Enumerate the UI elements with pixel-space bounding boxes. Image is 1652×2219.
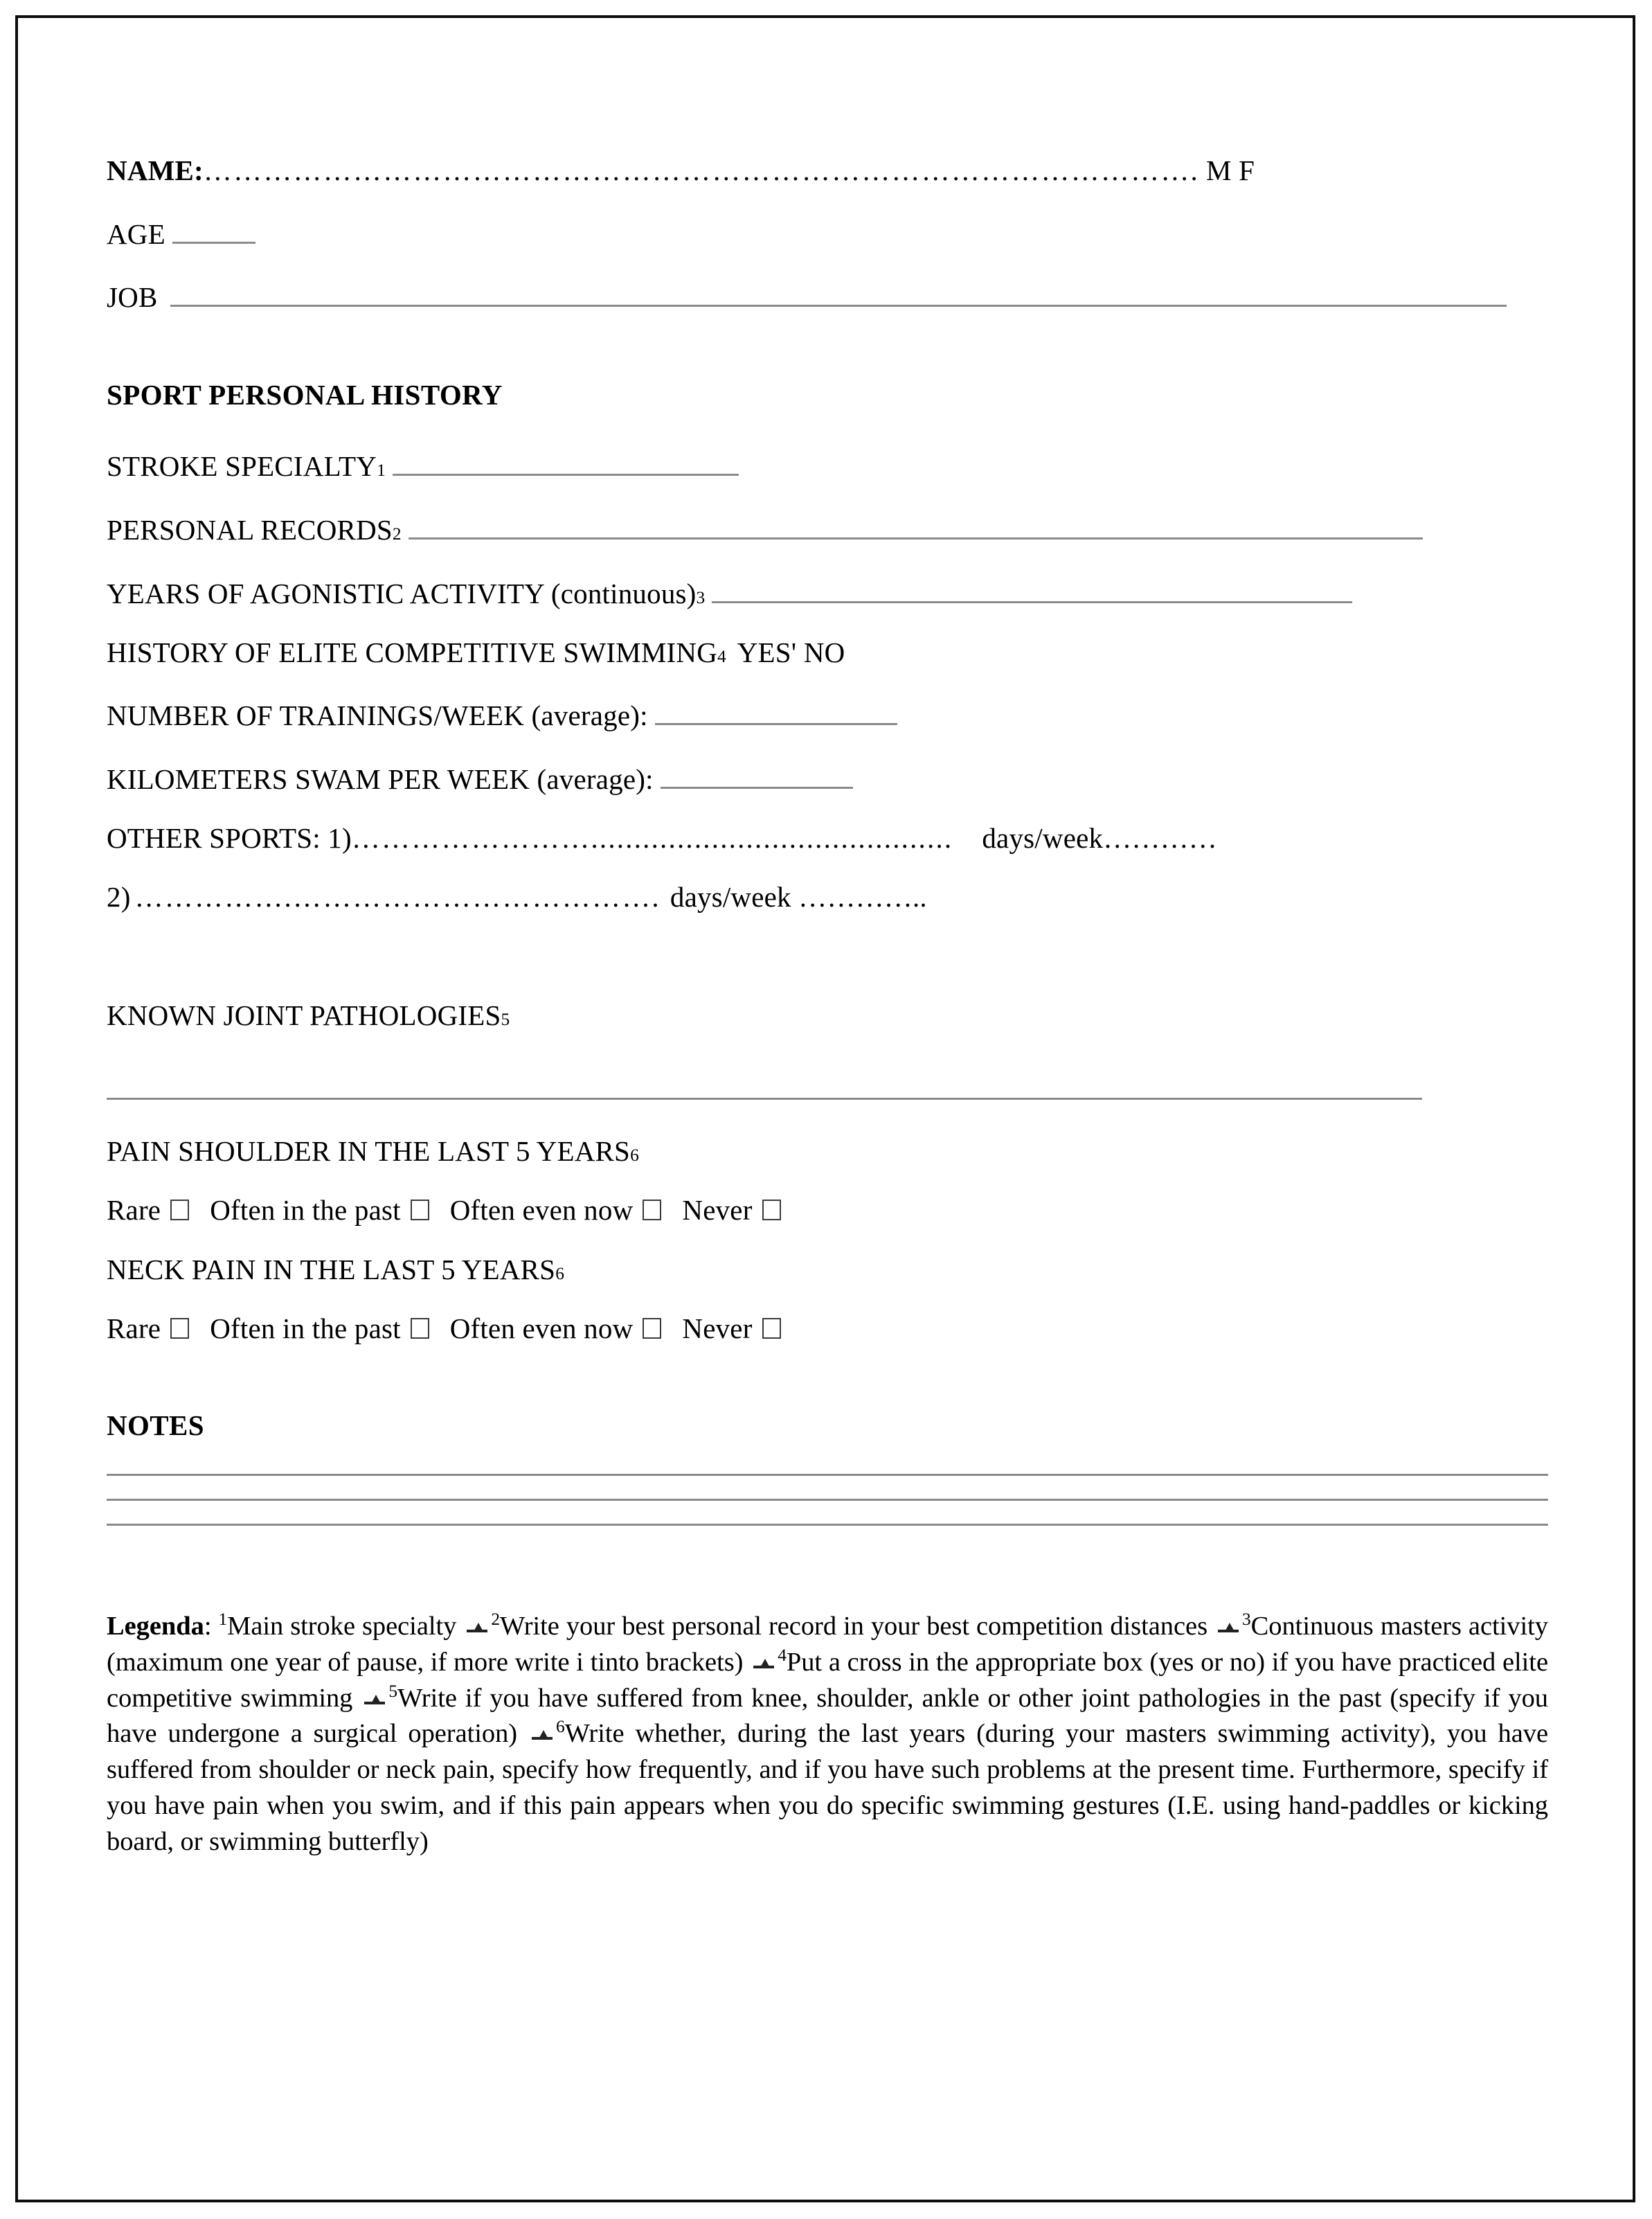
age-label: AGE bbox=[107, 217, 165, 250]
neck-pain-label: NECK PAIN IN THE LAST 5 YEARS bbox=[107, 1254, 556, 1286]
spacer-pathologies-line bbox=[107, 1060, 1550, 1098]
other-sports-row-2 bbox=[107, 881, 1550, 914]
neck-checkbox-never[interactable] bbox=[762, 1318, 781, 1339]
notes-line-2[interactable] bbox=[107, 1499, 1548, 1501]
shoulder-pain-row: PAIN SHOULDER IN THE LAST 5 YEARS 6 bbox=[107, 1135, 639, 1168]
legend-footnote-num-2: 2 bbox=[491, 1610, 500, 1630]
shoulder-pain-options bbox=[107, 1193, 1550, 1227]
legend-separator-icon bbox=[753, 1648, 774, 1670]
legend-colon: : bbox=[204, 1612, 219, 1641]
trainings-per-week-label: NUMBER OF TRAININGS/WEEK (average): bbox=[107, 699, 648, 732]
notes-line-3[interactable] bbox=[107, 1524, 1548, 1526]
name-label: NAME: bbox=[107, 154, 204, 186]
stroke-specialty-input[interactable] bbox=[393, 447, 739, 476]
elite-history-options[interactable]: YES' NO bbox=[737, 636, 845, 668]
km-per-week-row bbox=[107, 760, 1550, 794]
other-sports-1-input-dots[interactable]: …………………….......................................... bbox=[351, 824, 953, 853]
spacer-after-pathologies-line bbox=[107, 1100, 1550, 1137]
stroke-specialty-row: STROKE SPECIALTY 1 bbox=[107, 447, 1550, 481]
legend-separator-icon bbox=[532, 1720, 553, 1743]
shoulder-checkbox-never[interactable] bbox=[762, 1200, 781, 1220]
spacer-before-pathologies bbox=[107, 942, 1550, 1001]
age-input[interactable] bbox=[172, 215, 255, 244]
neck-pain-row: NECK PAIN IN THE LAST 5 YEARS 6 bbox=[107, 1254, 564, 1286]
neck-option-never[interactable] bbox=[682, 1312, 780, 1345]
job-input[interactable] bbox=[170, 279, 1507, 308]
neck-option-never-label: Never bbox=[682, 1312, 753, 1345]
legend-footnote-num-1: 1 bbox=[218, 1610, 228, 1630]
legend-title: Legenda bbox=[107, 1612, 204, 1641]
other-sports-2-label: 2) bbox=[107, 881, 131, 914]
legend-footnote-text-3: Continuous masters activity (maximum one year of pause, if more write i tinto brackets) bbox=[107, 1612, 1548, 1677]
sex-options[interactable]: M F bbox=[1205, 154, 1255, 186]
sport-history-heading: SPORT PERSONAL HISTORY bbox=[107, 379, 503, 411]
shoulder-option-often-now[interactable] bbox=[450, 1193, 683, 1227]
shoulder-option-often-now-label: Often even now bbox=[449, 1194, 634, 1227]
joint-pathologies-label: KNOWN JOINT PATHOLOGIES bbox=[107, 999, 501, 1032]
shoulder-pain-label: PAIN SHOULDER IN THE LAST 5 YEARS bbox=[107, 1135, 631, 1168]
neck-option-often-now-label: Often even now bbox=[449, 1312, 634, 1345]
notes-line-1[interactable] bbox=[107, 1474, 1548, 1476]
legend-footnote-text-2: Write your best personal record in your best competition distances bbox=[500, 1612, 1214, 1641]
shoulder-option-rare[interactable] bbox=[107, 1193, 210, 1227]
km-per-week-label: KILOMETERS SWAM PER WEEK (average): bbox=[107, 763, 654, 796]
neck-option-often-now[interactable] bbox=[450, 1312, 683, 1345]
job-row bbox=[107, 279, 1550, 312]
neck-option-rare-label: Rare bbox=[107, 1312, 161, 1345]
neck-option-often-past-label: Often in the past bbox=[210, 1312, 401, 1345]
legend-footnote-num-5: 5 bbox=[388, 1681, 398, 1701]
years-activity-input[interactable] bbox=[712, 575, 1352, 603]
age-row bbox=[107, 215, 1550, 249]
other-sports-row-1 bbox=[107, 824, 1550, 853]
personal-records-input[interactable] bbox=[408, 511, 1423, 540]
joint-pathologies-row: KNOWN JOINT PATHOLOGIES 5 bbox=[107, 999, 510, 1032]
years-activity-row: YEARS OF AGONISTIC ACTIVITY (continuous) 3 bbox=[107, 575, 1550, 608]
shoulder-option-often-past-label: Often in the past bbox=[210, 1194, 401, 1227]
other-sports-label: OTHER SPORTS: 1) bbox=[107, 822, 352, 855]
name-row bbox=[107, 154, 1550, 186]
page-border bbox=[15, 15, 1635, 2202]
legend-footnote-num-6: 6 bbox=[556, 1717, 565, 1737]
neck-checkbox-rare[interactable] bbox=[170, 1318, 189, 1339]
legend-separator-icon bbox=[364, 1684, 385, 1706]
neck-option-often-past[interactable] bbox=[210, 1312, 450, 1345]
stroke-specialty-label: STROKE SPECIALTY bbox=[107, 450, 377, 483]
elite-history-label: HISTORY OF ELITE COMPETITIVE SWIMMING bbox=[107, 636, 718, 668]
elite-history-row: HISTORY OF ELITE COMPETITIVE SWIMMING 4 YES' NO bbox=[107, 636, 845, 668]
neck-pain-options bbox=[107, 1312, 1550, 1345]
name-input-dots[interactable]: ………………………………………………………………………………………. bbox=[203, 157, 1199, 185]
notes-heading: NOTES bbox=[107, 1409, 204, 1442]
shoulder-option-never[interactable] bbox=[682, 1193, 780, 1227]
legend-items bbox=[107, 1612, 1548, 1856]
trainings-per-week-row bbox=[107, 697, 1550, 731]
legend-block bbox=[107, 1609, 1548, 1860]
legend-footnote-num-3: 3 bbox=[1242, 1610, 1251, 1630]
personal-records-row: PERSONAL RECORDS 2 bbox=[107, 511, 1550, 544]
legend-footnote-text-5: Write if you have suffered from knee, shoulder, ankle or other joint pathologies in the past (specify if you have undergone a surgical operation) bbox=[107, 1683, 1548, 1749]
shoulder-option-never-label: Never bbox=[682, 1194, 753, 1227]
job-label: JOB bbox=[107, 281, 158, 314]
neck-checkbox-often-now[interactable] bbox=[643, 1318, 661, 1339]
neck-option-rare[interactable] bbox=[107, 1312, 210, 1345]
years-activity-label: YEARS OF AGONISTIC ACTIVITY (continuous) bbox=[107, 577, 697, 609]
legend-footnote-num-4: 4 bbox=[778, 1645, 787, 1665]
shoulder-option-often-past[interactable] bbox=[210, 1193, 450, 1227]
shoulder-checkbox-often-now[interactable] bbox=[643, 1200, 661, 1220]
km-per-week-input[interactable] bbox=[661, 760, 853, 789]
other-sports-2-days-label[interactable]: days/week ………….. bbox=[670, 881, 927, 914]
shoulder-option-rare-label: Rare bbox=[107, 1194, 161, 1227]
other-sports-1-days-label[interactable]: days/week………… bbox=[982, 822, 1217, 855]
neck-checkbox-often-past[interactable] bbox=[411, 1318, 429, 1339]
legend-footnote-text-1: Main stroke specialty bbox=[227, 1612, 464, 1641]
trainings-per-week-input[interactable] bbox=[655, 697, 897, 726]
legend-footnote-text-4: Put a cross in the appropriate box (yes or no) if you have practiced elite competitive swimming bbox=[107, 1647, 1548, 1713]
legend-separator-icon bbox=[467, 1612, 487, 1634]
legend-separator-icon bbox=[1218, 1612, 1239, 1634]
shoulder-checkbox-rare[interactable] bbox=[170, 1200, 189, 1220]
other-sports-2-input-dots[interactable]: …………….………………………………. bbox=[134, 883, 661, 912]
legend-footnote-text-6: Write whether, during the last years (during your masters swimming activity), you have suffered from shoulder or neck pain, specify how frequently, and if you have such problems at the present time. Furthermore, specify if you have pain when you swim, and if this pain appears when you do specific swimming gestures (I.E. using hand-paddles or kicking board, or swimming butterfly) bbox=[107, 1719, 1548, 1856]
shoulder-checkbox-often-past[interactable] bbox=[411, 1200, 429, 1220]
personal-records-label: PERSONAL RECORDS bbox=[107, 513, 393, 546]
form-content bbox=[18, 18, 1633, 2200]
